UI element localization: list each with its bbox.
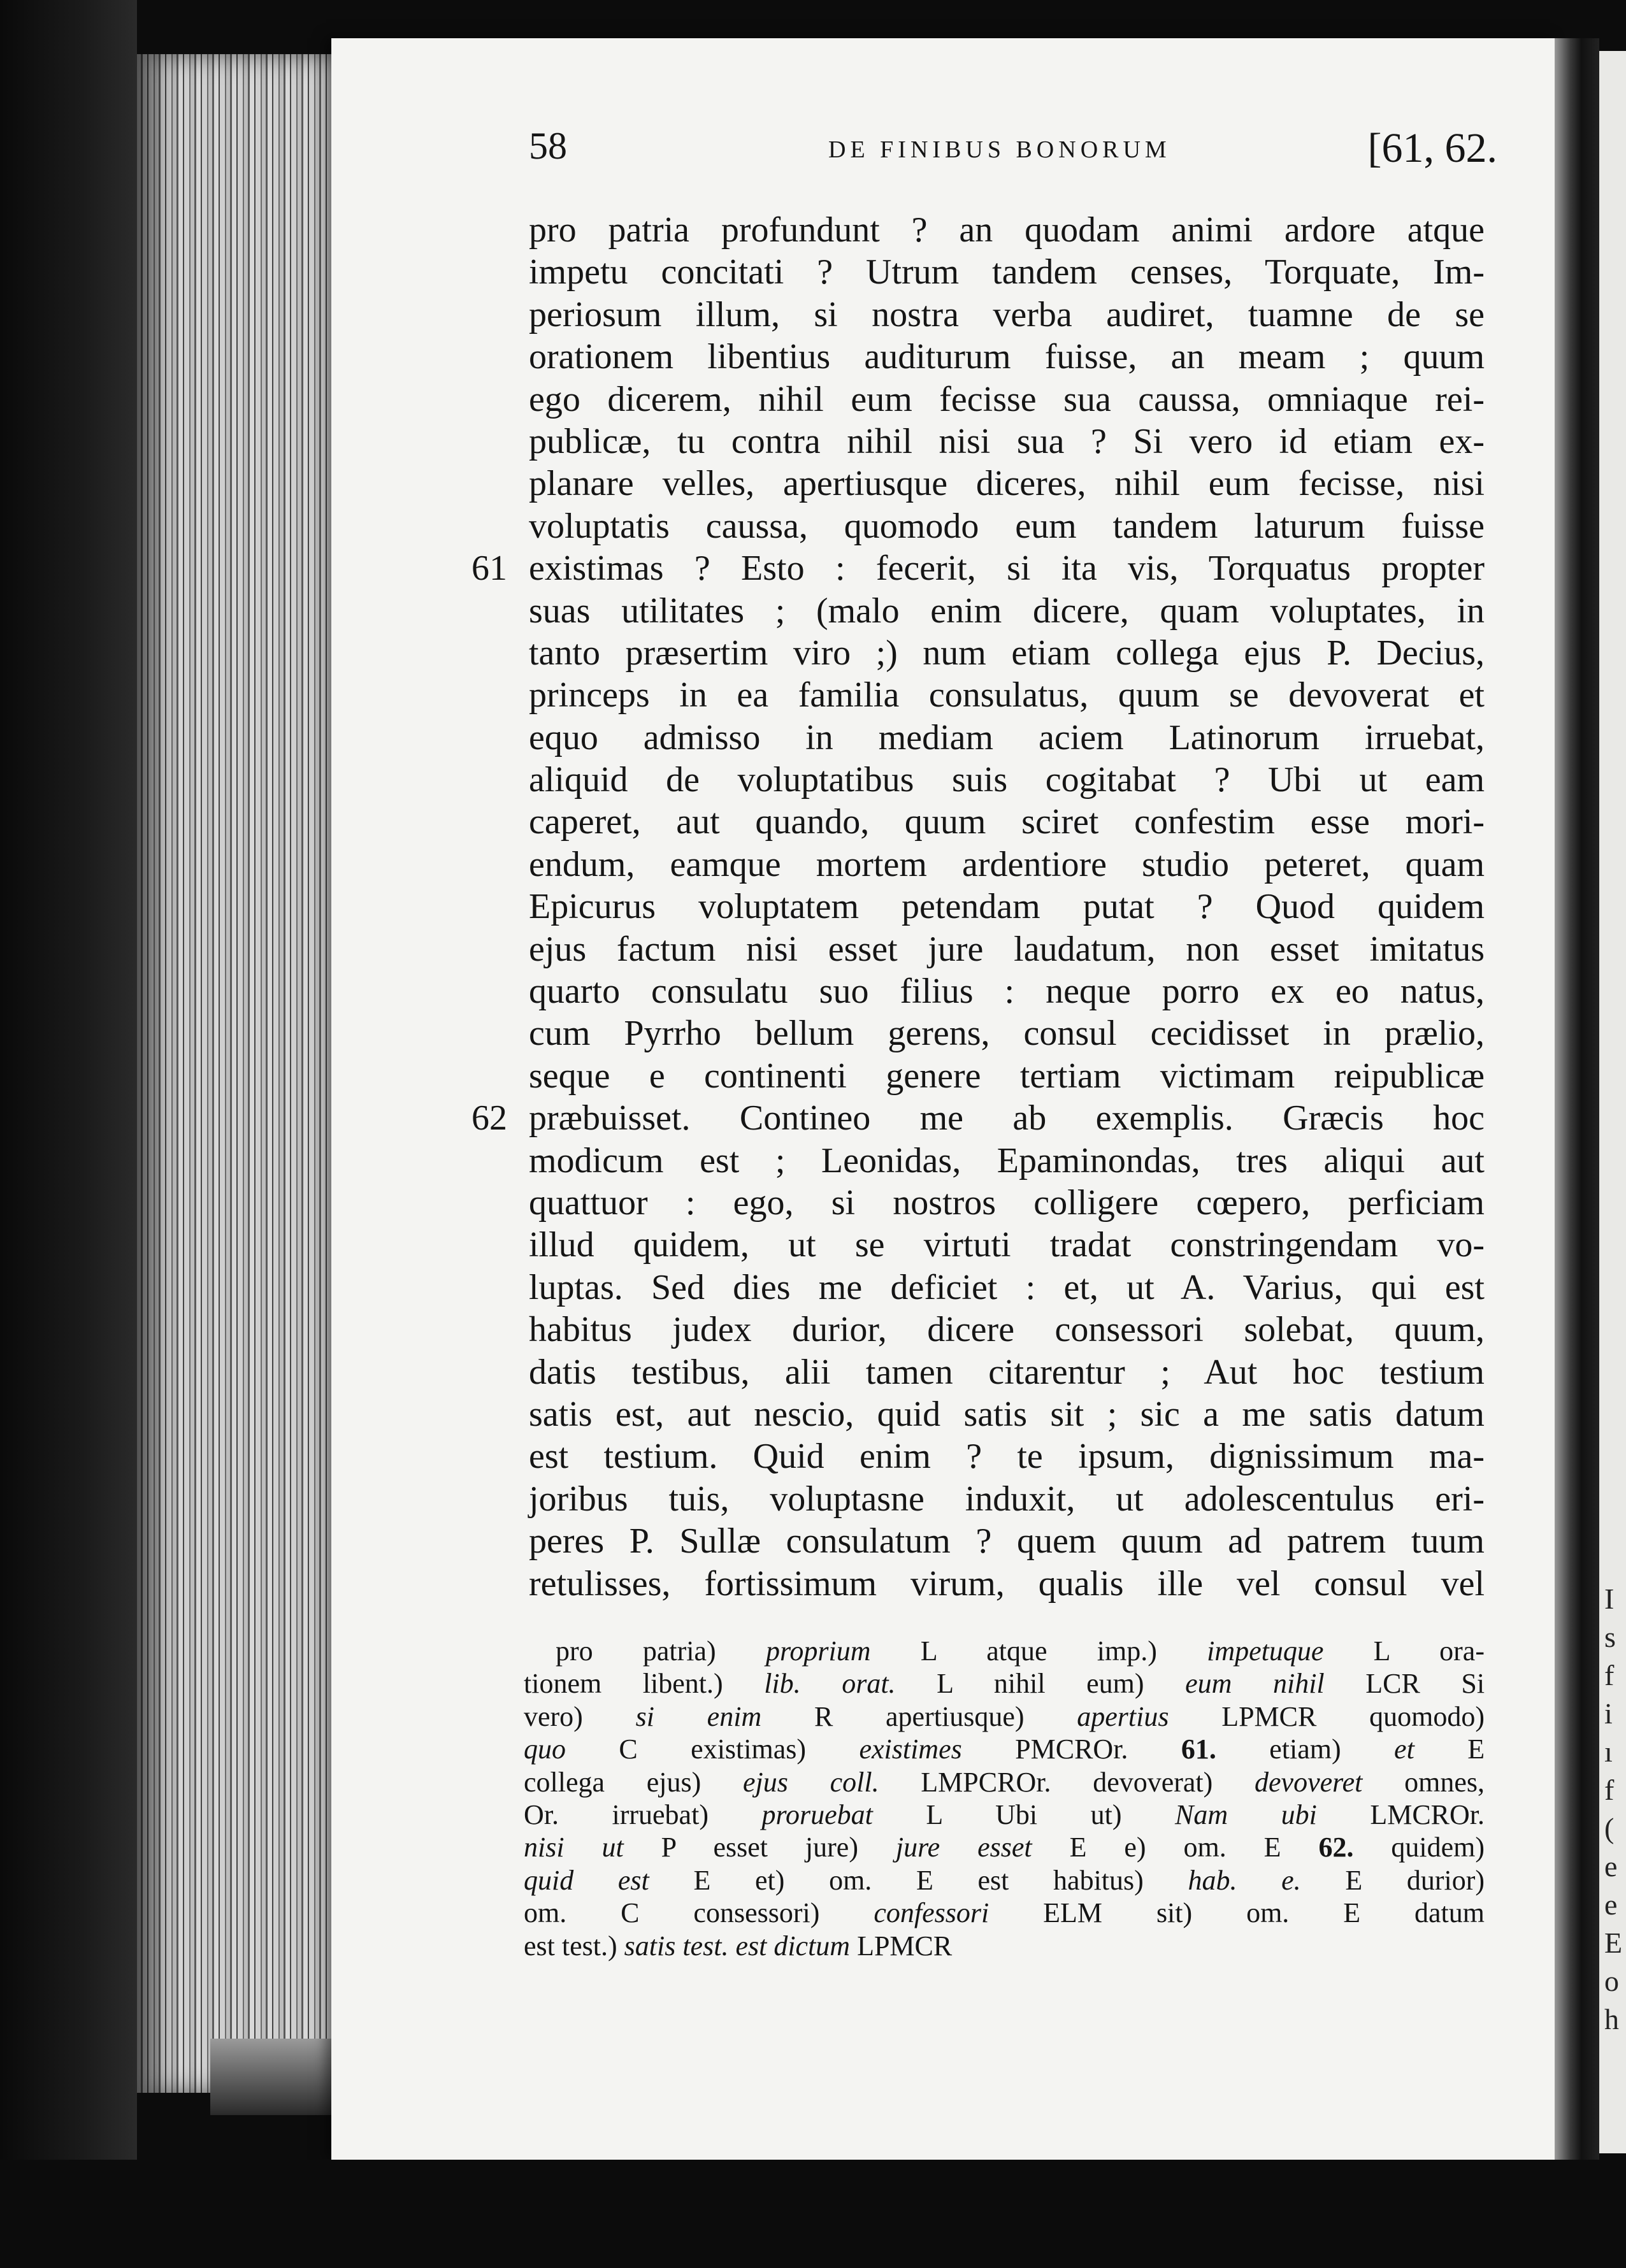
apparatus-line: est test.) satis test. est dictum LPMCR (524, 1930, 953, 1962)
apparatus-line: collega ejus) ejus coll. LMPCROr. devoverat) devoveret omnes, (524, 1766, 1485, 1798)
main-text-block (529, 209, 1485, 1605)
apparatus-line: nisi ut P esset jure) jure esset E e) om. E 62. quidem) (524, 1832, 1485, 1863)
book-binding-gutter (1555, 38, 1599, 2160)
apparatus-line: Or. irruebat) proruebat L Ubi ut) Nam ubi LMCROr. (524, 1798, 1485, 1830)
section-reference: [61, 62. (1367, 125, 1497, 171)
text-line: præbuisset. Contineo me ab exemplis. Græcis hoc (529, 1098, 1485, 1138)
text-line: Epicurus voluptatem petendam putat ? Quod quidem (529, 887, 1485, 927)
text-line: caperet, aut quando, quum sciret confestim esse mori- (529, 802, 1485, 842)
text-line: habitus judex durior, dicere consessori solebat, quum, (529, 1310, 1485, 1350)
page-stack-bottom (210, 2039, 331, 2115)
text-line: datis testibus, alii tamen citarentur ; Aut hoc testium (529, 1352, 1485, 1392)
text-line: aliquid de voluptatibus suis cogitabat ? Ubi ut eam (529, 760, 1485, 800)
text-line: retulisses, fortissimum virum, qualis ille vel consul vel (529, 1563, 1485, 1604)
text-line: luptas. Sed dies me deficiet : et, ut A. Varius, qui est (529, 1267, 1485, 1307)
running-title: DE FINIBUS BONORUM (828, 136, 1171, 163)
apparatus-line: quo C existimas) existimes PMCROr. 61. etiam) et E (524, 1733, 1485, 1765)
page-number: 58 (529, 125, 567, 167)
text-line: suas utilitates ; (malo enim dicere, quam voluptates, in (529, 591, 1485, 631)
text-line: periosum illum, si nostra verba audiret, tuamne de se (529, 294, 1485, 334)
text-line: voluptatis caussa, quomodo eum tandem laturum fuisse (529, 506, 1485, 546)
text-line: planare velles, apertiusque diceres, nihil eum fecisse, nisi (529, 464, 1485, 504)
scan-background-bottom (0, 2160, 1626, 2268)
text-line: satis est, aut nescio, quid satis sit ; sic a me satis datum (529, 1394, 1485, 1434)
text-line: est testium. Quid enim ? te ipsum, dignissimum ma- (529, 1437, 1485, 1477)
text-line: quattuor : ego, si nostros colligere cœpero, perficiam (529, 1182, 1485, 1223)
apparatus-line: om. C consessori) confessori ELM sit) om. E datum (524, 1897, 1485, 1929)
facing-page-text-fragment: I s f i ı f ( e e E o h (1604, 1583, 1623, 2035)
text-line: existimas ? Esto : fecerit, si ita vis, Torquatus propter (529, 549, 1485, 589)
text-line: tanto præsertim viro ;) num etiam collega ejus P. Decius, (529, 633, 1485, 673)
apparatus-line: tionem libent.) lib. orat. L nihil eum) eum nihil LCR Si (524, 1668, 1485, 1700)
text-line: quarto consulatu suo filius : neque porro ex eo natus, (529, 972, 1485, 1012)
margin-section-number-61: 61 (471, 549, 507, 588)
scan-background-left (0, 0, 137, 2268)
text-line: joribus tuis, voluptasne induxit, ut adolescentulus eri- (529, 1479, 1485, 1519)
text-line: pro patria profundunt ? an quodam animi ardore atque (529, 210, 1485, 250)
text-line: ego dicerem, nihil eum fecisse sua caussa, omniaque rei- (529, 379, 1485, 419)
page-stack-edges (137, 54, 335, 2093)
margin-section-number-62: 62 (471, 1098, 507, 1138)
text-line: orationem libentius auditurum fuisse, an meam ; quum (529, 337, 1485, 377)
text-line: modicum est ; Leonidas, Epaminondas, tres aliqui aut (529, 1140, 1485, 1181)
text-line: cum Pyrrho bellum gerens, consul cecidisset in prælio, (529, 1014, 1485, 1054)
text-line: endum, eamque mortem ardentiore studio peteret, quam (529, 844, 1485, 884)
text-line: seque e continenti genere tertiam victimam reipublicæ (529, 1056, 1485, 1096)
text-line: ejus factum nisi esset jure laudatum, non esset imitatus (529, 929, 1485, 969)
apparatus-line: pro patria) proprium L atque imp.) impetuque L ora- (556, 1635, 1485, 1667)
text-line: princeps in ea familia consulatus, quum se devoverat et (529, 675, 1485, 715)
critical-apparatus (524, 1635, 1485, 1962)
text-line: equo admisso in mediam aciem Latinorum irruebat, (529, 717, 1485, 757)
text-line: impetu concitati ? Utrum tandem censes, Torquate, Im- (529, 252, 1485, 292)
text-line: publicæ, tu contra nihil nisi sua ? Si vero id etiam ex- (529, 421, 1485, 461)
apparatus-line: vero) si enim R apertiusque) apertius LPMCR quomodo) (524, 1700, 1485, 1732)
text-line: peres P. Sullæ consulatum ? quem quum ad patrem tuum (529, 1521, 1485, 1561)
running-head (529, 124, 1497, 182)
apparatus-line: quid est E et) om. E est habitus) hab. e. E durior) (524, 1864, 1485, 1896)
text-line: illud quidem, ut se virtuti tradat constringendam vo- (529, 1225, 1485, 1265)
